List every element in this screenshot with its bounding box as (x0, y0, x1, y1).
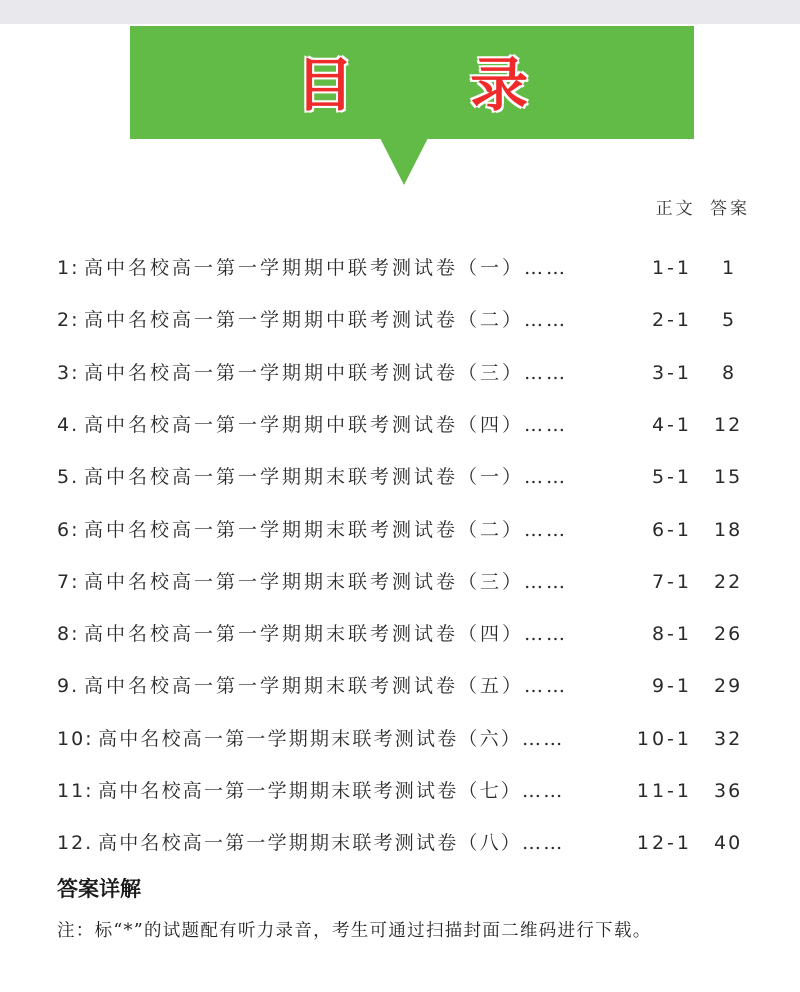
toc-entry-answer-page: 5 (722, 309, 737, 332)
toc-entry-number: 2: (57, 309, 80, 332)
toc-entry-answer-page: 8 (722, 361, 737, 384)
toc-entry-answer-page: 12 (714, 413, 743, 436)
toc-entry[interactable] (0, 357, 800, 389)
toc-entry-page: 4-1 (651, 413, 692, 436)
toc-entry-title: 高中名校高一第一学期期中联考测试卷（三）…… (84, 361, 569, 384)
toc-entry-page: 2-1 (651, 309, 692, 332)
toc-entry-title: 高中名校高一第一学期期末联考测试卷（五）…… (84, 675, 569, 698)
toc-entry-number: 12. (57, 832, 94, 855)
note: 注：标“*”的试题配有听力录音，考生可通过扫描封面二维码进行下载。 (57, 921, 652, 941)
toc-entry-answer-page: 36 (714, 780, 743, 802)
toc-entry-answer-page: 40 (714, 832, 743, 855)
toc-entry-number: 10: (57, 727, 94, 750)
banner-pointer (380, 138, 428, 185)
toc-entry-number: 5. (57, 466, 80, 489)
toc-entry-answer-page: 18 (714, 518, 743, 541)
top-strip (0, 0, 800, 24)
toc-entry-page: 8-1 (651, 623, 692, 646)
toc-entry[interactable] (0, 566, 800, 598)
toc-entry-page: 6-1 (651, 518, 692, 541)
toc-entry-answer-page: 26 (714, 623, 743, 646)
toc-entry-title: 高中名校高一第一学期期中联考测试卷（一）…… (84, 257, 569, 279)
toc-entry-title: 高中名校高一第一学期期末联考测试卷（六）…… (98, 727, 565, 750)
toc-entry-number: 8: (57, 623, 80, 646)
toc-entry-number: 3: (57, 361, 80, 384)
toc-entry-title: 高中名校高一第一学期期末联考测试卷（八）…… (98, 832, 565, 855)
toc-entry-title: 高中名校高一第一学期期末联考测试卷（七）…… (98, 780, 565, 802)
toc-entry-answer-page: 15 (714, 466, 743, 489)
toc-entry-title: 高中名校高一第一学期期中联考测试卷（四）…… (84, 413, 569, 436)
toc-entry-answer-page: 1 (722, 257, 737, 279)
toc-entry[interactable] (0, 304, 800, 336)
toc-entry[interactable] (0, 618, 800, 650)
toc-entry-page: 3-1 (651, 361, 692, 384)
toc-entry-answer-page: 29 (714, 675, 743, 698)
toc-entry-page: 11-1 (636, 780, 692, 802)
toc-entry-title: 高中名校高一第一学期期末联考测试卷（三）…… (84, 570, 569, 593)
toc-entry-number: 6: (57, 518, 80, 541)
column-header-answer: 答案 (710, 199, 750, 219)
answers-heading: 答案详解 (57, 877, 141, 901)
toc-entry-page: 10-1 (636, 727, 692, 750)
column-header-body: 正文 (655, 199, 696, 219)
toc-entry-title: 高中名校高一第一学期期末联考测试卷（二）…… (84, 518, 569, 541)
toc-entry-page: 9-1 (651, 675, 692, 698)
toc-entry-number: 11: (57, 780, 94, 802)
toc-entry-title: 高中名校高一第一学期期中联考测试卷（二）…… (84, 309, 569, 332)
toc-entry-page: 7-1 (651, 570, 692, 593)
page-title: 目 录 (295, 51, 577, 119)
toc-entry-title: 高中名校高一第一学期期末联考测试卷（四）…… (84, 623, 569, 646)
toc-entry-number: 7: (57, 570, 80, 593)
toc-entry-title: 高中名校高一第一学期期末联考测试卷（一）…… (84, 466, 569, 489)
toc-entry[interactable] (0, 252, 800, 284)
toc-entry[interactable] (0, 827, 800, 859)
toc-entry[interactable] (0, 723, 800, 755)
toc-entry-page: 1-1 (651, 257, 692, 279)
toc-entry-number: 4. (57, 413, 80, 436)
toc-entry[interactable] (0, 409, 800, 441)
toc-entry-number: 9. (57, 675, 80, 698)
toc-entry[interactable] (0, 461, 800, 493)
toc-entry[interactable] (0, 514, 800, 546)
toc-entry[interactable] (0, 775, 800, 807)
toc-entry[interactable] (0, 670, 800, 702)
toc-entry-answer-page: 32 (714, 727, 743, 750)
column-headers (650, 194, 750, 219)
toc-entry-answer-page: 22 (714, 570, 743, 593)
toc-entry-page: 5-1 (651, 466, 692, 489)
toc-entry-page: 12-1 (636, 832, 692, 855)
toc-entry-number: 1: (57, 257, 80, 279)
